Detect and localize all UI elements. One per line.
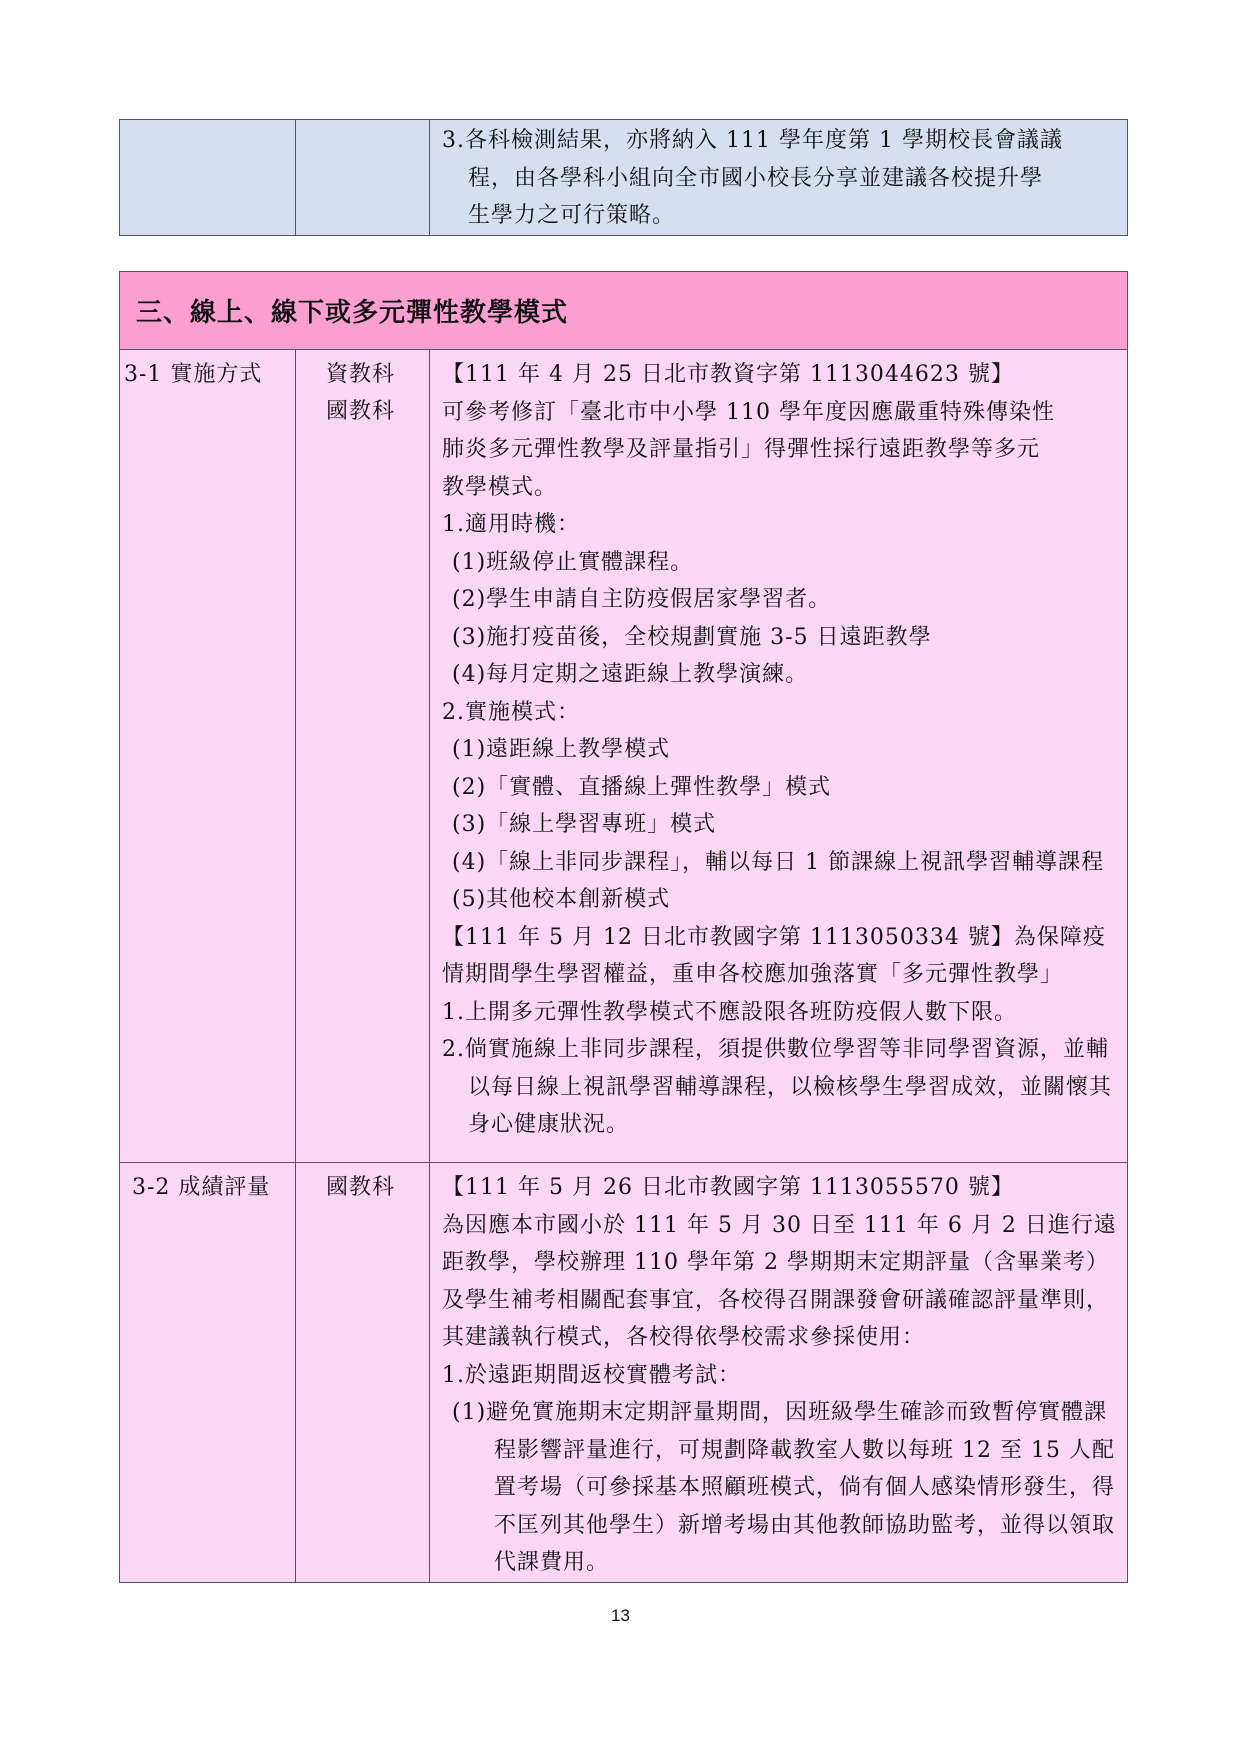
section-table: [119, 271, 1128, 1583]
list-item: 1.適用時機：: [442, 512, 580, 537]
page-number: 13: [611, 1606, 630, 1625]
empty-cell: [296, 120, 430, 236]
content-cell: [430, 1163, 1128, 1583]
list-item: 2.倘實施線上非同步課程，須提供數位學習等非同學習資源，並輔以每日線上視訊學習輔導課程，以檢核學生學習成效，並關懷其身心健康狀況。: [442, 1037, 1113, 1137]
item3-line2: 程，由各學科小組向全市國小校長分享並建議各校提升學: [468, 165, 1044, 191]
list-item: (1)遠距線上教學模式: [452, 737, 671, 762]
list-item: 1.於遠距期間返校實體考試：: [442, 1362, 741, 1388]
list-item: (2)學生申請自主防疫假居家學習者。: [452, 587, 832, 612]
row-label: 3-1 實施方式: [124, 362, 263, 387]
dept-cell: [296, 350, 430, 1163]
paragraph: 【111 年 5 月 12 日北市教國字第 1113050334 號】為保障疫情期間學生學習權益，重申各校應加強落實「多元彈性教學」: [442, 924, 1106, 987]
section-header-row: [120, 272, 1128, 350]
paragraph: 可參考修訂「臺北市中小學 110 學年度因應嚴重特殊傳染性: [442, 399, 1055, 425]
dept-name: 資教科: [326, 362, 396, 387]
label-cell: [120, 1163, 296, 1583]
dept-name: 國教科: [326, 399, 396, 424]
list-item: (1)避免實施期末定期評量期間，因班級學生確診而致暫停實體課程影響評量進行，可規劃降載教室人數以每班 12 至 15 人配置考場（可參採基本照顧班模式，倘有個人感染情形發生，得不匡列其他學生）新增考場由其他教師協助監考，並得以領取代課費用。: [452, 1400, 1116, 1575]
paragraph: 教學模式。: [442, 474, 558, 500]
content-cell: [430, 350, 1128, 1163]
item3-line1: 3.各科檢測結果，亦將納入 111 學年度第 1 學期校長會議議: [442, 128, 1063, 153]
table-row: [120, 350, 1128, 1163]
content-cell: [430, 120, 1128, 236]
empty-cell: [120, 120, 296, 236]
table-row: [120, 120, 1128, 236]
row-label: 3-2 成績評量: [132, 1175, 271, 1200]
section-header-cell: [120, 272, 1128, 350]
dept-cell: [296, 1163, 430, 1583]
list-item: (5)其他校本創新模式: [452, 887, 671, 912]
item3-line3: 生學力之可行策略。: [468, 203, 676, 228]
list-item: (4)每月定期之遠距線上教學演練。: [452, 662, 809, 687]
paragraph: 【111 年 4 月 25 日北市教資字第 1113044623 號】: [442, 362, 1014, 387]
paragraph: 【111 年 5 月 26 日北市教國字第 1113055570 號】: [442, 1175, 1014, 1200]
list-item: 1.上開多元彈性教學模式不應設限各班防疫假人數下限。: [442, 999, 1017, 1025]
dept-name: 國教科: [326, 1175, 396, 1200]
label-cell: [120, 350, 296, 1163]
top-table: [119, 119, 1128, 236]
paragraph: 肺炎多元彈性教學及評量指引」得彈性採行遠距教學等多元: [442, 437, 1041, 462]
section-title: 三、線上、線下或多元彈性教學模式: [136, 298, 569, 328]
list-item: (3)施打疫苗後，全校規劃實施 3-5 日遠距教學: [452, 624, 932, 650]
list-item: (2)「實體、直播線上彈性教學」模式: [452, 774, 832, 800]
list-item: (1)班級停止實體課程。: [452, 549, 694, 575]
list-item: (4)「線上非同步課程」，輔以每日 1 節課線上視訊學習輔導課程: [452, 849, 1105, 875]
list-item: (3)「線上學習專班」模式: [452, 812, 717, 837]
table-row: [120, 1163, 1128, 1583]
paragraph: 為因應本市國小於 111 年 5 月 30 日至 111 年 6 月 2 日進行遠距教學，學校辦理 110 學年第 2 學期期末定期評量（含畢業考）及學生補考相關配套事宜，各校得召開課發會研議確認評量準則，其建議執行模式，各校得依學校需求參採使用：: [442, 1212, 1117, 1350]
list-item: 2.實施模式：: [442, 699, 580, 725]
